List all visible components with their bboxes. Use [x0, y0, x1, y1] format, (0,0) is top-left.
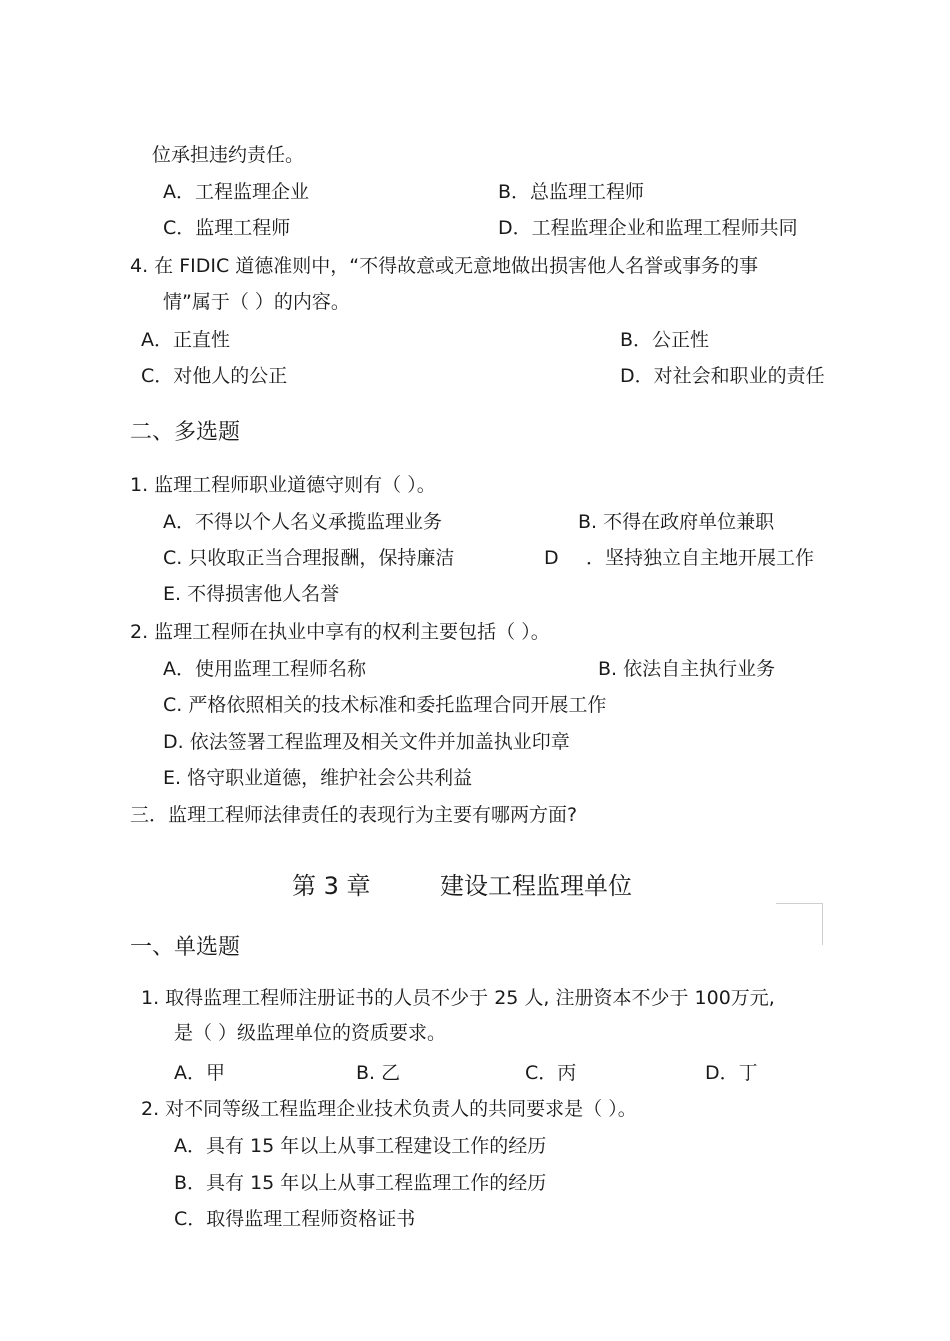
option-e: E. 恪守职业道德，维护社会公共利益 — [163, 767, 473, 789]
option-d: D. 依法签署工程监理及相关文件并加盖执业印章 — [163, 731, 570, 753]
option-c: C．监理工程师 — [163, 217, 291, 239]
option-d: D．对社会和职业的责任 — [620, 365, 825, 387]
option-a: A．使用监理工程师名称 — [163, 658, 366, 680]
option-a: A．甲 — [174, 1062, 225, 1084]
option-a: A．正直性 — [141, 329, 230, 351]
option-c: C. 严格依照相关的技术标准和委托监理合同开展工作 — [163, 694, 607, 716]
section-heading-multi: 二、多选题 — [130, 420, 241, 445]
option-c: C．对他人的公正 — [141, 365, 288, 387]
option-b: B. 乙 — [356, 1062, 401, 1084]
section-heading-essay: 三．监理工程师法律责任的表现行为主要有哪两方面? — [130, 804, 578, 826]
option-b: B. 依法自主执行业务 — [598, 658, 776, 680]
option-b: B．总监理工程师 — [498, 181, 645, 203]
option-c: C．取得监理工程师资格证书 — [174, 1208, 416, 1230]
option-b: B. 不得在政府单位兼职 — [578, 511, 775, 533]
multi-question-2-stem: 2. 监理工程师在执业中享有的权利主要包括（ ）。 — [130, 621, 550, 643]
option-d: D．工程监理企业和监理工程师共同 — [498, 217, 798, 239]
option-a: A．不得以个人名义承揽监理业务 — [163, 511, 442, 533]
option-d: ．坚持独立自主地开展工作 — [586, 547, 815, 569]
option-d: D．丁 — [705, 1062, 758, 1084]
chapter-number: 第 3 章 — [292, 872, 371, 900]
option-a: A．工程监理企业 — [163, 181, 309, 203]
question-4-stem-cont: 情”属于（ ）的内容。 — [163, 291, 350, 313]
multi-question-1-stem: 1. 监理工程师职业道德守则有（ ）。 — [130, 474, 436, 496]
single-question-1-stem: 1. 取得监理工程师注册证书的人员不少于 25 人, 注册资本不少于 100万元, — [141, 987, 775, 1009]
single-question-1-stem-cont: 是（ ）级监理单位的资质要求。 — [174, 1022, 447, 1044]
section-heading-single: 一、单选题 — [130, 935, 241, 960]
option-a: A．具有 15 年以上从事工程建设工作的经历 — [174, 1135, 547, 1157]
question-4-stem: 4. 在 FIDIC 道德准则中，“不得故意或无意地做出损害他人名誉或事务的事 — [130, 255, 759, 277]
corner-box — [776, 903, 823, 945]
option-c: C. 只收取正当合理报酬，保持廉洁 — [163, 547, 455, 569]
option-b: B．具有 15 年以上从事工程监理工作的经历 — [174, 1172, 547, 1194]
option-d-letter: D — [544, 547, 559, 569]
question-continuation: 位承担违约责任。 — [152, 144, 305, 166]
option-e: E. 不得损害他人名誉 — [163, 583, 340, 605]
option-c: C．丙 — [525, 1062, 577, 1084]
option-b: B．公正性 — [620, 329, 710, 351]
single-question-2-stem: 2. 对不同等级工程监理企业技术负责人的共同要求是（ ）。 — [141, 1098, 637, 1120]
chapter-title: 建设工程监理单位 — [440, 872, 632, 900]
